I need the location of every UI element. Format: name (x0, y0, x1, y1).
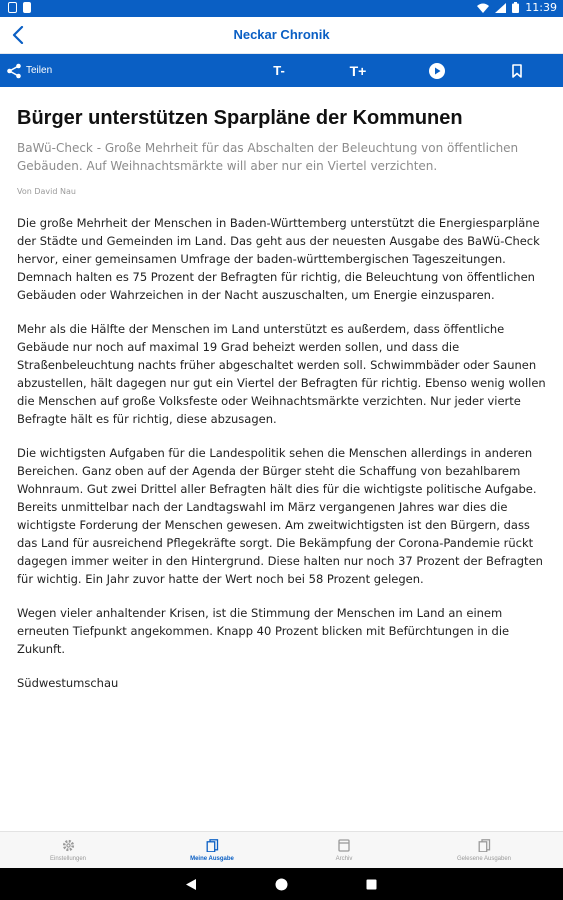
system-home-button[interactable] (273, 876, 289, 892)
nav-label: Gelesene Ausgaben (456, 856, 512, 862)
play-circle-icon (429, 63, 445, 79)
nav-label: Archiv (335, 856, 353, 862)
nav-read-editions[interactable] (434, 832, 534, 869)
triangle-back-icon (185, 878, 197, 891)
share-label: Teilen (26, 65, 53, 76)
bookmark-button[interactable] (507, 54, 527, 87)
archive-icon (338, 839, 350, 852)
share-icon (6, 63, 22, 79)
system-back-button[interactable] (183, 876, 199, 892)
play-audio-button[interactable] (427, 54, 447, 87)
title-bar (0, 17, 563, 54)
battery-icon (512, 2, 519, 13)
square-recents-icon (366, 879, 377, 890)
bottom-navigation (0, 831, 563, 868)
article-paragraph: Die große Mehrheit der Menschen in Baden-Württemberg unterstützt die Energiesparpläne der Städte und Gemeinden im Land. Das geht aus der neuesten Ausgabe des BaWü-Check hervor, einer gemeinsamen Umfrage der baden-württembergischen Tageszeitungen. Demnach halten es 75 Prozent der Befragten für richtig, die Beleuchtung von öffentlichen Gebäuden oder Wahrzeichen in der Nacht auszuschalten, um Energie einzusparen. (17, 216, 540, 302)
bookmark-icon (512, 64, 522, 78)
article-headline: Bürger unterstützen Sparpläne der Kommunen (17, 107, 463, 129)
nav-settings[interactable] (18, 832, 118, 869)
system-navigation-bar (0, 868, 563, 900)
system-recents-button[interactable] (363, 876, 379, 892)
article (17, 87, 547, 692)
article-source: Südwestumschau (17, 676, 119, 690)
gear-icon (62, 839, 75, 852)
edition-icon (206, 839, 219, 852)
wifi-icon (477, 3, 489, 13)
nav-label: Einstellungen (49, 856, 87, 862)
article-paragraph: Die wichtigsten Aufgaben für die Landespolitik sehen die Menschen allerdings in anderen Bereichen. Ganz oben auf der Agenda der Bürger steht die Schaffung von bezahlbarem Wohnraum. Gut zwei Drittel aller Befragten hält dies für die wichtigste politische Aufgabe. Bereits unmittelbar nach der Landtagswahl im März vergangenen Jahres war dies die wichtigste Forderung der Menschen gewesen. Am zweitwichtigsten ist den Bürgern, dass das Land für ausreichend Pflegekräfte sorgt. Die Bekämpfung der Corona-Pandemie rückt dagegen immer weiter in den Hintergrund. Diese halten nur noch 37 Prozent der Befragten für wichtig. Ein Jahr zuvor hatte der Wert noch bei 58 Prozent gelegen. (17, 446, 543, 586)
article-author: Von David Nau (17, 187, 76, 196)
article-paragraph: Mehr als die Hälfte der Menschen im Land unterstützt es außerdem, dass öffentliche Gebäude nur noch auf maximal 19 Grad beheizt werden sollen, und dass die Straßenbeleuchtung nachts früher abgeschaltet werden soll. Schwimmbäder oder Saunen abzustellen, hält dagegen nur gut ein Viertel der Befragten für richtig. Ebenso wenig wollen die Menschen auf große Volksfeste oder Weihnachtsmärkte verzichten. Nur jeder vierte Befragte hält es für richtig, diese abzusagen. (17, 322, 546, 426)
font-larger-button[interactable]: T+ (349, 62, 367, 79)
article-teaser: BaWü-Check - Große Mehrheit für das Abschalten der Beleuchtung von öffentlichen Gebäuden. Auf Weihnachtsmärkte will aber nur ein Viertel verzichten. (17, 141, 519, 173)
circle-home-icon (275, 878, 288, 891)
nav-my-edition[interactable] (162, 832, 262, 869)
share-button[interactable] (6, 54, 52, 87)
app-title: Neckar Chronik (233, 27, 330, 42)
article-paragraph: Wegen vieler anhaltender Krisen, ist die Stimmung der Menschen im Land an einem erneuten Tiefpunkt angekommen. Knapp 40 Prozent blicken mit Befürchtungen in die Zukunft. (17, 606, 510, 656)
font-smaller-button[interactable]: T- (273, 63, 285, 78)
status-bar (0, 0, 563, 17)
sd-card-icon (23, 2, 31, 13)
signal-icon (495, 3, 506, 13)
read-editions-icon (478, 839, 491, 852)
notification-icon (8, 2, 17, 13)
nav-archive[interactable] (294, 832, 394, 869)
article-toolbar (0, 54, 563, 87)
nav-label: Meine Ausgabe (190, 856, 234, 862)
clock-time: 11:39 (525, 1, 557, 14)
